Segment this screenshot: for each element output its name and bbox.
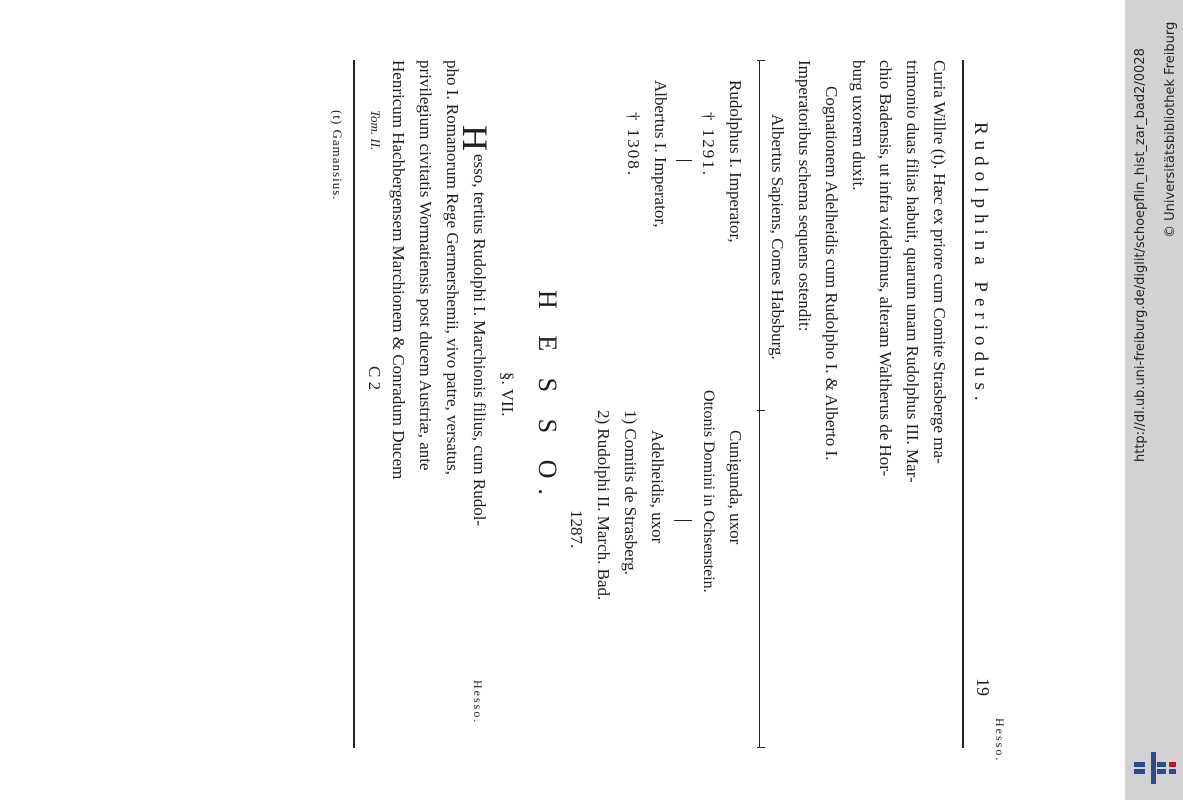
section-number: §. VII. [498,372,517,417]
source-url[interactable]: http://dl.ub.uni-freiburg.de/diglit/schoepflin_hist_zar_bad2/0028 [1133,48,1148,462]
running-head: Rudolphina Periodus. [970,122,991,407]
para3-line2: pho I. Romanorum Rege Germershemii, vivo patre, versatus, [443,60,462,475]
schema-right-4: 1) Comitis de Strasberg. [621,410,640,575]
footnote-rule [354,60,356,748]
para1-line1: Curia Willre (t). Hæc ex priore cum Comite Strasberge ma- [930,60,949,464]
brace-tick-right [757,747,765,748]
schema-left-1: Rudolphus I. Imperator, [726,80,745,243]
schema-root: Albertus Sapiens, Comes Habsburg. [768,114,787,360]
schema-left-3: Albertus I. Imperator, [651,80,670,228]
schema-right-3: Adelheidis, uxor [648,430,667,544]
para1-line4: burg uxorem duxit. [849,60,868,191]
para3-line1: esso, tertius Rudolphi I. Marchionis filius, cum Rudol- [470,154,489,527]
schema-left-2: † 1291. [699,112,718,177]
library-info-strip [1125,0,1183,800]
margin-note-section: Hesso. [471,680,485,725]
footnote: (t) Gamansius. [330,110,345,201]
brace-tick-left [757,60,765,61]
schema-brace [759,60,760,748]
page-number: 19 [973,678,993,696]
library-logo [1134,748,1178,788]
margin-note-hesso: Hesso. [993,718,1007,763]
signature-mark: C 2 [365,366,384,391]
schema-right-5: 2) Rudolphi II. March. Bad. [594,410,613,601]
para3-line3: privilegium civitatis Wormatiensis post ducem Austriæ, ante [416,60,435,471]
tom-label: Tom. II. [368,110,383,151]
section-title: H E S S O. [533,290,562,505]
schema-right-2: Ottonis Domini in Ochsenstein. [700,390,717,593]
schema-left-4: † 1308. [624,112,643,177]
header-rule [963,60,965,748]
para1-line2: trimonio duas filias habuit, quarum unam Rudolphus III. Mar- [903,60,922,483]
schema-right-6: 1287. [567,510,586,549]
para2-line2: Imperatoribus schema sequens ostendit: [795,60,814,332]
schema-right-1: Cunigunda, uxor [726,430,745,545]
brace-tick-mid [757,410,765,411]
para2-line1: Cognationem Adelheidis cum Rudolpho I. & Alberto I. [822,86,841,461]
schema-left-link [676,160,692,161]
drop-cap: H [455,125,495,151]
para3-line4: Henricum Hachbergensem Marchionem & Conradum Ducem [389,60,408,480]
rotated-page-content [145,50,1005,770]
para1-line3: chio Badensis, ut infra videbimus, alteram Waltherus de Hor- [876,60,895,477]
copyright-text: © Universitätsbibliothek Freiburg [1163,21,1178,238]
schema-right-link [674,520,692,521]
